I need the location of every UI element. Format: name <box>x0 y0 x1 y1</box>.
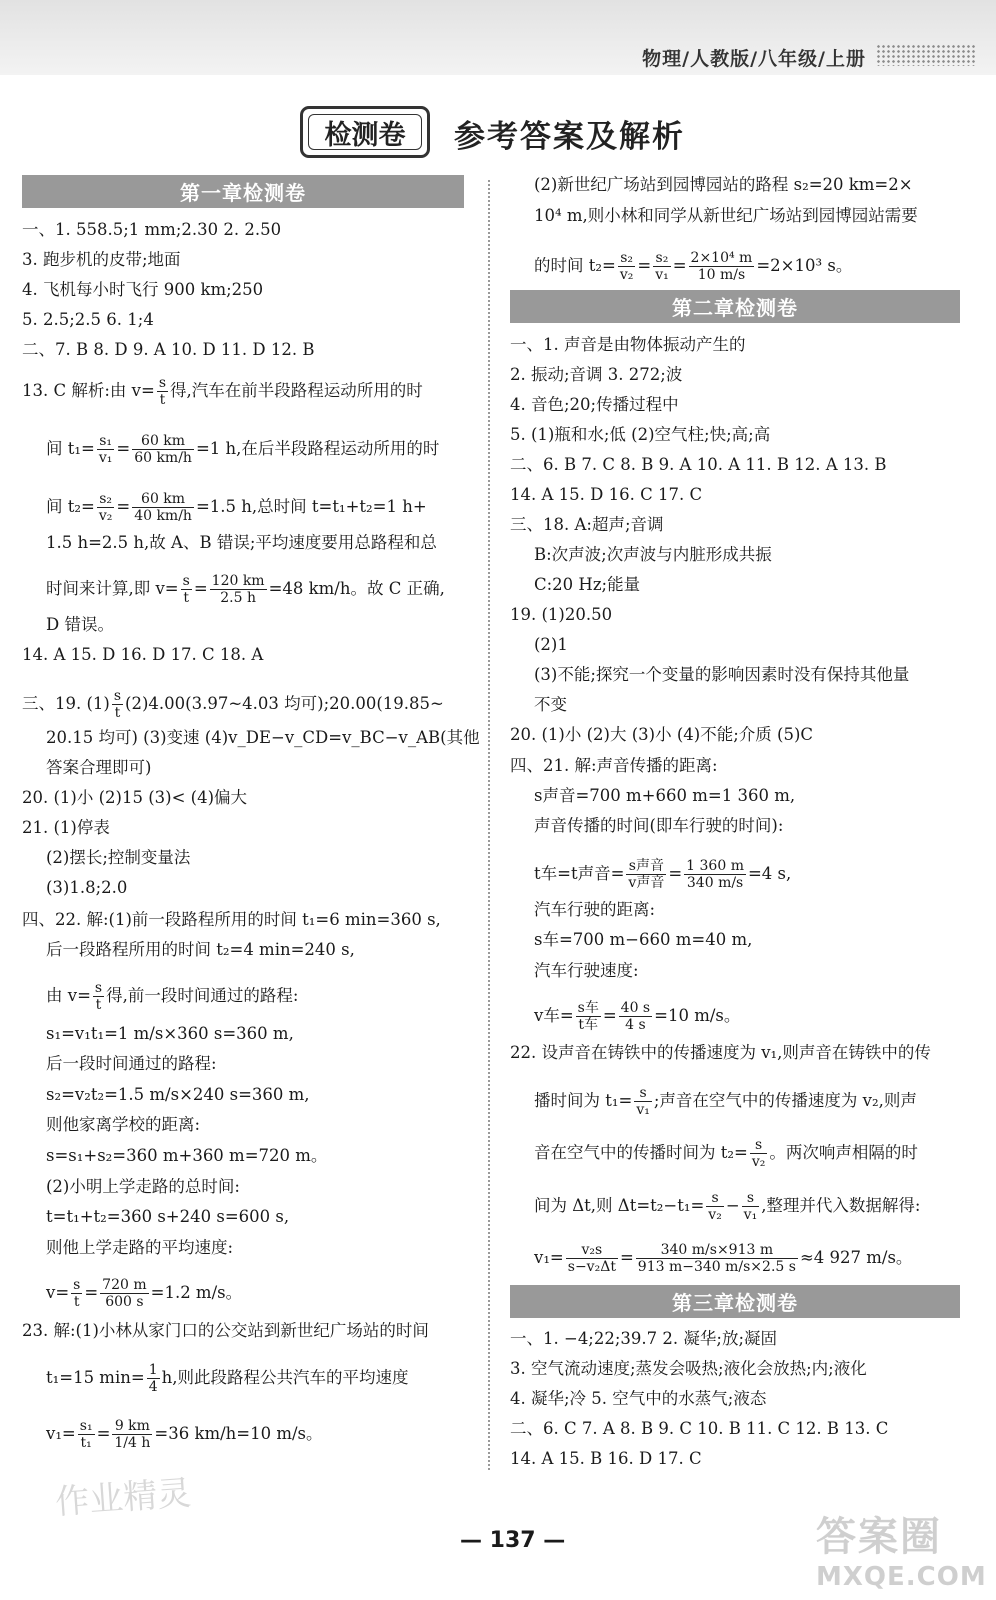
denominator: v₂ <box>751 1154 766 1170</box>
page-number: — 137 — <box>460 1528 566 1553</box>
text-segment: 三、19. (1) <box>22 694 110 713</box>
numerator: 9 km <box>112 1418 152 1435</box>
numerator: 2×10⁴ m <box>690 250 753 266</box>
denominator: 2.5 h <box>220 590 256 606</box>
denominator: s−v₂Δt <box>567 1259 616 1275</box>
text-segment: 得,汽车在前半段路程运动所用的时 <box>170 381 423 400</box>
fraction <box>78 1418 95 1451</box>
text-segment: 由 v= <box>46 986 91 1005</box>
numerator: 1 <box>148 1362 158 1378</box>
answer-line: (3)不能;探究一个变量的影响因素时没有保持其他量 <box>534 665 910 684</box>
title-box-label: 检测卷 <box>308 114 422 150</box>
text-segment: v= <box>46 1283 70 1302</box>
fraction <box>97 491 115 524</box>
answer-line: (2)小明上学走路的总时间: <box>46 1177 240 1196</box>
answer-line: 20. (1)小 (2)15 (3)< (4)偏大 <box>22 788 248 807</box>
denominator: t车 <box>578 1017 599 1033</box>
answer-line: C:20 Hz;能量 <box>534 575 641 594</box>
denominator: v₁ <box>655 267 669 283</box>
answer-line: 汽车行驶速度: <box>534 961 639 980</box>
fraction <box>576 1000 601 1033</box>
denominator: v₁ <box>636 1102 650 1118</box>
text-segment: v₁= <box>534 1248 564 1267</box>
denominator: 4 <box>148 1379 158 1395</box>
fraction <box>750 1137 768 1170</box>
answer-line <box>22 688 444 721</box>
fraction <box>132 491 194 524</box>
numerator: s <box>750 1137 768 1154</box>
watermark-url: MXQE.COM <box>816 1562 987 1592</box>
text-segment: t车=t声音= <box>534 864 625 883</box>
answer-line: v₁= $\frac{\text{s₁}}{\text{t₁}}$ = $\frac{9 km}{1/4 h}$ =36 km/h=10 m/s。 <box>46 1418 323 1451</box>
text-segment: =48 km/h。故 C 正确, <box>268 579 445 598</box>
answer-line: 14. A 15. D 16. C 17. C <box>510 485 703 504</box>
numerator: s₂ <box>618 250 636 267</box>
numerator: 340 m/s×913 m <box>636 1242 798 1259</box>
answer-line: 一、1. −4;22;39.7 2. 凝华;放;凝固 <box>510 1329 778 1348</box>
answer-line: (3)1.8;2.0 <box>46 878 128 897</box>
numerator: s <box>158 375 166 391</box>
answer-line <box>22 375 423 408</box>
numerator: 120 km <box>211 573 265 589</box>
answer-line: t车=t声音= $\frac{\text{s声音}}{\text{v声音}}$ = $\frac{1 360 m}{340 m/s}$ =4 s, <box>534 858 792 891</box>
watermark-logo <box>816 1505 987 1592</box>
text-segment: 播时间为 t₁= <box>534 1091 633 1110</box>
fraction <box>112 1418 152 1451</box>
answer-line: 时间来计算,即 v= $\frac{s}{t}$ = $\frac{120 km}{2.5 h}$ =48 km/h。故 C 正确, <box>46 573 445 606</box>
denominator: t <box>73 1294 80 1310</box>
text-segment: 间 t₂= <box>46 497 95 516</box>
answer-line: 间 t₁= $\frac{\text{s₁}}{\text{v₁}}$ = $\frac{60 km}{60 km/h}$ =1 h,在后半段路程运动所用的时 <box>46 433 440 466</box>
answer-line: 四、22. 解:(1)前一段路程所用的时间 t₁=6 min=360 s, <box>22 910 441 929</box>
text-segment: t₁=15 min= <box>46 1368 145 1387</box>
answer-line: 20.15 均可) (3)变速 (4)v_DE−v_CD=v_BC−v_AB(其他 <box>46 728 480 747</box>
text-segment: v₁= <box>46 1424 76 1443</box>
fraction <box>97 433 115 466</box>
text-segment: ≈4 927 m/s。 <box>799 1248 913 1267</box>
answer-line: 10⁴ m,则小林和同学从新世纪广场站到园博园站需要 <box>534 206 918 225</box>
answer-line: 3. 跑步机的皮带;地面 <box>22 250 181 269</box>
denominator: t₁ <box>80 1435 92 1451</box>
fraction <box>634 1085 652 1118</box>
subject-label: 物理/人教版/八年级/上册 <box>642 48 866 70</box>
denominator: 10 m/s <box>697 267 746 283</box>
text-segment: =1 h,在后半段路程运动所用的时 <box>195 439 440 458</box>
answer-line: 14. A 15. D 16. D 17. C 18. A <box>22 645 264 664</box>
fraction <box>742 1190 760 1223</box>
answer-line: 23. 解:(1)小林从家门口的公交站到新世纪广场站的时间 <box>22 1321 429 1340</box>
denominator: v₁ <box>743 1207 758 1223</box>
denominator: v₂ <box>708 1207 722 1223</box>
numerator: v₂s <box>566 1242 618 1259</box>
numerator: 720 m <box>102 1277 147 1293</box>
answer-line: 声音传播的时间(即车行驶的时间): <box>534 816 784 835</box>
numerator: s₁ <box>97 433 115 450</box>
answer-line: s声音=700 m+660 m=1 360 m, <box>534 786 796 805</box>
answer-line: (2)新世纪广场站到园博园站的路程 s₂=20 km=2× <box>534 175 913 194</box>
denominator: 1/4 h <box>114 1435 151 1451</box>
answer-line: 汽车行驶的距离: <box>534 900 656 919</box>
fraction <box>706 1190 724 1223</box>
denominator: 913 m−340 m/s×2.5 s <box>637 1259 796 1275</box>
numerator: 60 km <box>132 491 194 508</box>
fraction <box>157 375 168 408</box>
answer-line: 间 t₂= $\frac{\text{s₂}}{\text{v₂}}$ = $\frac{60 km}{40 km/h}$ =1.5 h,总时间 t=t₁+t₂=1 h+ <box>46 491 427 524</box>
answer-line: 4. 凝华;冷 5. 空气中的水蒸气;液态 <box>510 1389 767 1408</box>
text-segment: 间为 Δt,则 Δt=t₂−t₁= <box>534 1196 705 1215</box>
text-segment: =4 s, <box>747 864 792 883</box>
answer-line: 四、21. 解:声音传播的距离: <box>510 756 718 775</box>
page-header-bar <box>0 0 996 75</box>
numerator: s <box>182 573 190 589</box>
operator: − <box>725 1196 740 1215</box>
numerator: s <box>634 1085 652 1102</box>
answer-line <box>534 1137 918 1170</box>
answer-line: v车= $\frac{\text{s车}}{\text{t车}}$ = $\frac{40 s}{4 s}$ =10 m/s。 <box>534 1000 741 1033</box>
numerator: s <box>94 980 103 996</box>
answer-line: 4. 飞机每小时飞行 900 km;250 <box>22 280 264 299</box>
text-segment: ,整理并代入数据解得: <box>761 1196 921 1215</box>
text-segment: 间 t₁= <box>46 439 95 458</box>
fraction <box>132 433 194 466</box>
text-segment: =10 m/s。 <box>654 1006 741 1025</box>
text-segment: ;声音在空气中的传播速度为 v₂,则声 <box>653 1091 917 1110</box>
answer-line: 2. 振动;音调 3. 272;波 <box>510 365 683 384</box>
answer-line: 21. (1)停表 <box>22 818 110 837</box>
numerator: s车 <box>577 1000 599 1016</box>
numerator: 1 360 m <box>686 858 744 874</box>
text-segment: =1.2 m/s。 <box>150 1283 243 1302</box>
denominator: v声音 <box>628 875 665 891</box>
numerator: 60 km <box>132 433 194 450</box>
answer-line: 则他上学走路的平均速度: <box>46 1238 234 1257</box>
answer-line <box>534 1190 921 1223</box>
fraction <box>93 980 104 1013</box>
page-title: 参考答案及解析 <box>454 119 685 155</box>
numerator: s <box>73 1277 81 1293</box>
answer-line: s车=700 m−660 m=40 m, <box>534 930 753 949</box>
answer-line: 5. 2.5;2.5 6. 1;4 <box>22 310 154 329</box>
answer-line <box>46 980 298 1013</box>
answer-line: s=s₁+s₂=360 m+360 m=720 m。 <box>46 1146 328 1165</box>
answer-line: 一、1. 声音是由物体振动产生的 <box>510 335 746 354</box>
left-watermark: 作业精灵 <box>54 1473 193 1523</box>
numerator: s₁ <box>79 1418 93 1434</box>
answer-line: 不变 <box>534 695 567 714</box>
answer-line: v₁= $\frac{\text{v₂s}}{\text{s−v₂Δt}}$ = $\frac{340 m/s\times 913 m}{913 m-340 m/s\times 2.5 s}$ ≈4 927 m/s。 <box>534 1242 913 1275</box>
fraction <box>112 688 123 721</box>
answer-line: 二、6. B 7. C 8. B 9. A 10. A 11. B 12. A 13. B <box>510 455 887 474</box>
column-divider <box>488 180 490 1470</box>
fraction <box>566 1242 618 1275</box>
numerator: s <box>706 1190 724 1207</box>
answer-line: B:次声波;次声波与内脏形成共振 <box>534 545 772 564</box>
answer-line: s₂=v₂t₂=1.5 m/s×240 s=360 m, <box>46 1085 310 1104</box>
title-box <box>300 106 430 158</box>
chapter1-banner: 第一章检测卷 <box>22 175 464 208</box>
answer-line: 二、7. B 8. D 9. A 10. D 11. D 12. B <box>22 340 315 359</box>
text-segment: =36 km/h=10 m/s。 <box>154 1424 323 1443</box>
numerator: 40 s <box>620 1000 651 1016</box>
numerator: s₂ <box>97 491 115 508</box>
fraction <box>618 250 636 283</box>
denominator: 340 m/s <box>686 875 744 891</box>
header-dot-pattern <box>876 44 976 66</box>
text-segment: 得,前一段时间通过的路程: <box>106 986 299 1005</box>
denominator: v₁ <box>98 450 113 466</box>
answer-line: 二、6. C 7. A 8. B 9. C 10. B 11. C 12. B 13. C <box>510 1419 889 1438</box>
numerator: s <box>113 688 122 704</box>
text-segment: 13. C 解析:由 v= <box>22 381 155 400</box>
answer-line: 答案合理即可) <box>46 758 152 777</box>
answer-line: 的时间 t₂= $\frac{\text{s₂}}{\text{v₂}}$ = $\frac{\text{s₂}}{\text{v₁}}$ = $\frac{\text{2×10⁴ m}}{10 m/s}$ =2×10³ s。 <box>534 250 853 283</box>
denominator: t <box>159 392 166 408</box>
answer-line: 一、1. 558.5;1 mm;2.30 2. 2.50 <box>22 220 282 239</box>
fraction <box>100 1277 148 1310</box>
answer-line: t=t₁+t₂=360 s+240 s=600 s, <box>46 1207 290 1226</box>
text-segment: h,则此段路程公共汽车的平均速度 <box>161 1368 409 1387</box>
fraction <box>71 1277 82 1310</box>
denominator: t <box>114 705 121 721</box>
answer-line <box>46 1362 408 1395</box>
chapter2-banner: 第二章检测卷 <box>510 290 960 323</box>
fraction <box>147 1362 160 1395</box>
denominator: v₂ <box>98 508 113 524</box>
answer-line: (2)摆长;控制变量法 <box>46 848 191 867</box>
answer-line: 22. 设声音在铸铁中的传播速度为 v₁,则声音在铸铁中的传 <box>510 1043 931 1062</box>
text-segment: 的时间 t₂= <box>534 256 616 275</box>
numerator: s₂ <box>653 250 671 267</box>
answer-line: 14. A 15. B 16. D 17. C <box>510 1449 702 1468</box>
fraction <box>653 250 671 283</box>
fraction <box>181 573 192 606</box>
fraction <box>684 858 746 891</box>
answer-line: v= $\frac{s}{t}$ = $\frac{720 m}{600 s}$ =1.2 m/s。 <box>46 1277 243 1310</box>
answer-line: 19. (1)20.50 <box>510 605 613 624</box>
text-segment: =1.5 h,总时间 t=t₁+t₂=1 h+ <box>195 497 427 516</box>
answer-line: 则他家离学校的距离: <box>46 1115 201 1134</box>
chapter3-banner: 第三章检测卷 <box>510 1285 960 1318</box>
text-segment: (2)4.00(3.97~4.03 均可);20.00(19.85~ <box>125 694 444 713</box>
fraction <box>636 1242 798 1275</box>
fraction <box>619 1000 652 1033</box>
denominator: 40 km/h <box>134 508 192 524</box>
fraction <box>626 858 666 891</box>
fraction <box>689 250 755 283</box>
answer-line: D 错误。 <box>46 615 114 634</box>
text-segment: 。两次响声相隔的时 <box>769 1143 918 1162</box>
answer-line: 5. (1)瓶和水;低 (2)空气柱;快;高;高 <box>510 425 771 444</box>
answer-line: 20. (1)小 (2)大 (3)小 (4)不能;介质 (5)C <box>510 725 814 744</box>
denominator: 4 s <box>625 1017 646 1033</box>
denominator: t <box>95 997 102 1013</box>
denominator: t <box>183 590 190 606</box>
numerator: s <box>742 1190 760 1207</box>
answer-line: 1.5 h=2.5 h,故 A、B 错误;平均速度要用总路程和总 <box>46 533 437 552</box>
text-segment: 时间来计算,即 v= <box>46 579 179 598</box>
answer-line: s₁=v₁t₁=1 m/s×360 s=360 m, <box>46 1024 294 1043</box>
text-segment: v车= <box>534 1006 574 1025</box>
fraction <box>210 573 267 606</box>
denominator: 60 km/h <box>134 450 192 466</box>
text-segment: =2×10³ s。 <box>756 256 853 275</box>
denominator: 600 s <box>105 1294 144 1310</box>
answer-line: 4. 音色;20;传播过程中 <box>510 395 679 414</box>
answer-line: (2)1 <box>534 635 568 654</box>
answer-line: 三、18. A:超声;音调 <box>510 515 664 534</box>
answer-line: 后一段路程所用的时间 t₂=4 min=240 s, <box>46 940 355 959</box>
text-segment: 音在空气中的传播时间为 t₂= <box>534 1143 748 1162</box>
watermark-title: 答案圈 <box>816 1514 942 1560</box>
answer-line: 3. 空气流动速度;蒸发会吸热;液化会放热;内;液化 <box>510 1359 867 1378</box>
answer-line <box>534 1085 917 1118</box>
answer-line: 后一段时间通过的路程: <box>46 1054 217 1073</box>
numerator: s声音 <box>626 858 666 875</box>
denominator: v₂ <box>619 267 634 283</box>
